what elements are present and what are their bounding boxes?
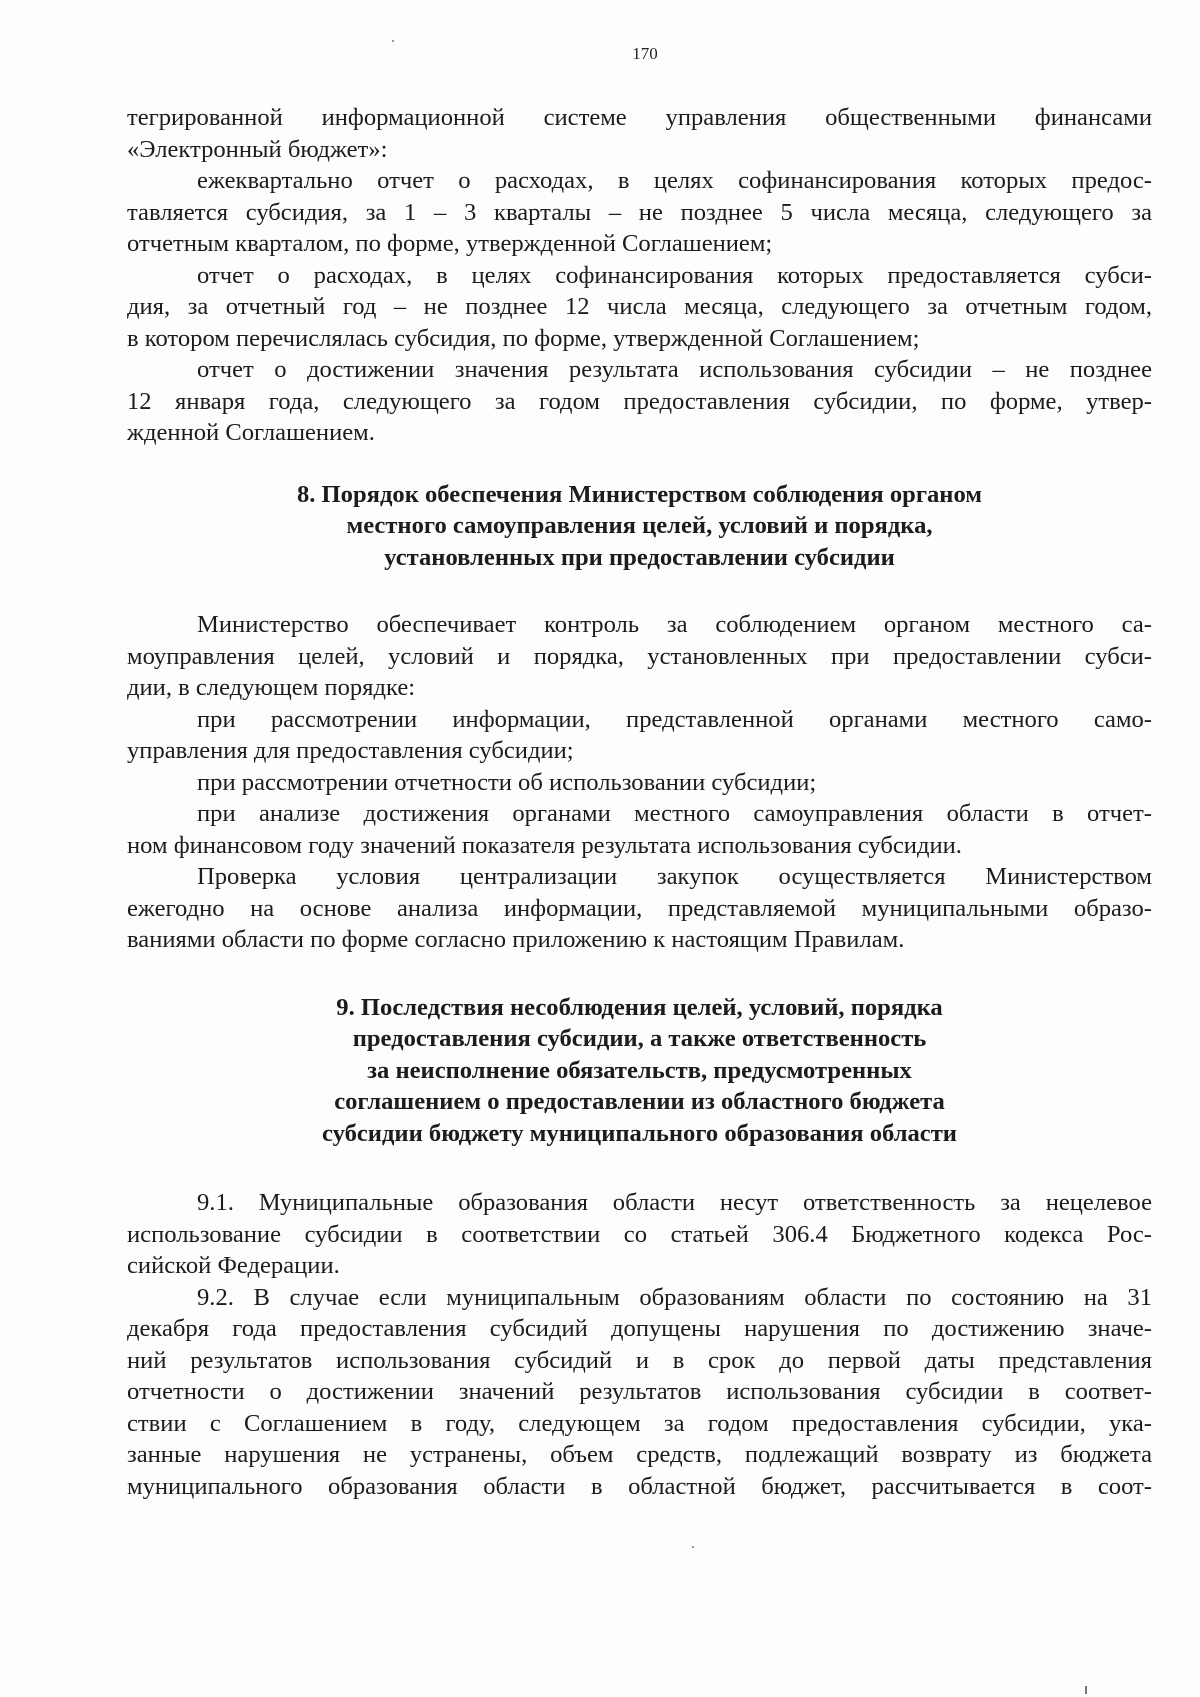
heading-line: установленных при предоставлении субсидии: [384, 543, 895, 571]
text-line: «Электронный бюджет»:: [127, 135, 388, 163]
text-line: муниципального образования области в областной бюджет, рассчитывается в соот-: [127, 1472, 1152, 1500]
text-line: дия, за отчетный год – не позднее 12 числа месяца, следующего за отчетным годом,: [127, 293, 1152, 320]
text-line: использование субсидии в соответствии со статьей 306.4 Бюджетного кодекса Рос-: [127, 1220, 1152, 1248]
heading-line: субсидии бюджету муниципального образования области: [322, 1119, 957, 1147]
text-line: при рассмотрении отчетности об использовании субсидии;: [197, 768, 817, 796]
text-line: 9.1. Муниципальные образования области несут ответственность за нецелевое: [197, 1189, 1152, 1216]
section-8-paragraph-5: [127, 861, 1152, 956]
heading-line: 9. Последствия несоблюдения целей, условий, порядка: [336, 993, 943, 1021]
scan-speck: [1085, 1686, 1087, 1694]
paragraph-top-2: [127, 165, 1152, 260]
section-9-heading: [127, 992, 1152, 1150]
section-8-heading: [127, 479, 1152, 574]
text-line: декабря года предоставления субсидий допущены нарушения по достижению значе-: [127, 1315, 1152, 1342]
section-8-paragraph-4: [127, 798, 1152, 861]
text-line: отчетным кварталом, по форме, утвержденной Соглашением;: [127, 230, 773, 257]
section-9-paragraph-1: [127, 1187, 1152, 1282]
text-line: ежегодно на основе анализа информации, представляемой муниципальными образо-: [127, 894, 1152, 922]
text-line: ежеквартально отчет о расходах, в целях софинансирования которых предос-: [197, 167, 1152, 194]
text-line: при рассмотрении информации, представленной органами местного само-: [197, 705, 1152, 733]
text-line: ваниями области по форме согласно приложению к настоящим Правилам.: [127, 926, 905, 953]
section-8-paragraph-3: [127, 767, 1152, 799]
heading-line: местного самоуправления целей, условий и порядка,: [346, 512, 933, 539]
heading-line: за неисполнение обязательств, предусмотренных: [367, 1056, 912, 1084]
page-content: [127, 102, 1152, 1502]
text-line: управления для предоставления субсидии;: [127, 737, 574, 764]
paragraph-top-3: [127, 260, 1152, 355]
heading-line: соглашением о предоставлении из областного бюджета: [334, 1088, 945, 1115]
heading-line: предоставления субсидии, а также ответственность: [352, 1025, 927, 1052]
section-8-paragraph-2: [127, 704, 1152, 767]
paragraph-top-4: [127, 354, 1152, 449]
text-line: тегрированной информационной системе управления общественными финансами: [127, 104, 1152, 131]
text-line: ний результатов использования субсидий и в срок до первой даты представления: [127, 1346, 1152, 1374]
text-line: моуправления целей, условий и порядка, установленных при предоставлении субси-: [127, 642, 1152, 670]
text-line: занные нарушения не устранены, объем средств, подлежащий возврату из бюджета: [127, 1441, 1152, 1468]
text-line: в котором перечислялась субсидия, по форме, утвержденной Соглашением;: [127, 324, 920, 352]
text-line: отчет о расходах, в целях софинансирования которых предоставляется субси-: [197, 261, 1152, 289]
text-line: тавляется субсидия, за 1 – 3 кварталы – не позднее 5 числа месяца, следующего за: [127, 198, 1152, 226]
heading-line: 8. Порядок обеспечения Министерством соблюдения органом: [296, 480, 983, 508]
text-line: 12 января года, следующего за годом предоставления субсидии, по форме, утвер-: [127, 387, 1152, 415]
text-line: жденной Соглашением.: [127, 419, 375, 446]
section-9-paragraph-2: [127, 1282, 1152, 1503]
text-line: 9.2. В случае если муниципальным образованиям области по состоянию на 31: [197, 1283, 1152, 1311]
text-line: Министерство обеспечивает контроль за соблюдением органом местного са-: [197, 611, 1152, 638]
scan-speck: [392, 40, 394, 42]
text-line: отчетности о достижении значений результатов использования субсидии в соответ-: [127, 1378, 1152, 1405]
paragraph-top-1: [127, 102, 1152, 165]
page-number: 170: [632, 44, 658, 63]
text-line: дии, в следующем порядке:: [127, 674, 416, 701]
scan-speck: [692, 1546, 694, 1548]
text-line: отчет о достижении значения результата использования субсидии – не позднее: [197, 356, 1152, 383]
text-line: Проверка условия централизации закупок осуществляется Министерством: [197, 863, 1152, 890]
text-line: при анализе достижения органами местного самоуправления области в отчет-: [197, 800, 1152, 827]
text-line: сийской Федерации.: [127, 1252, 340, 1279]
section-8-paragraph-1: [127, 609, 1152, 704]
text-line: ном финансовом году значений показателя результата использования субсидии.: [127, 831, 962, 859]
text-line: ствии с Соглашением в году, следующем за годом предоставления субсидии, ука-: [127, 1409, 1152, 1437]
